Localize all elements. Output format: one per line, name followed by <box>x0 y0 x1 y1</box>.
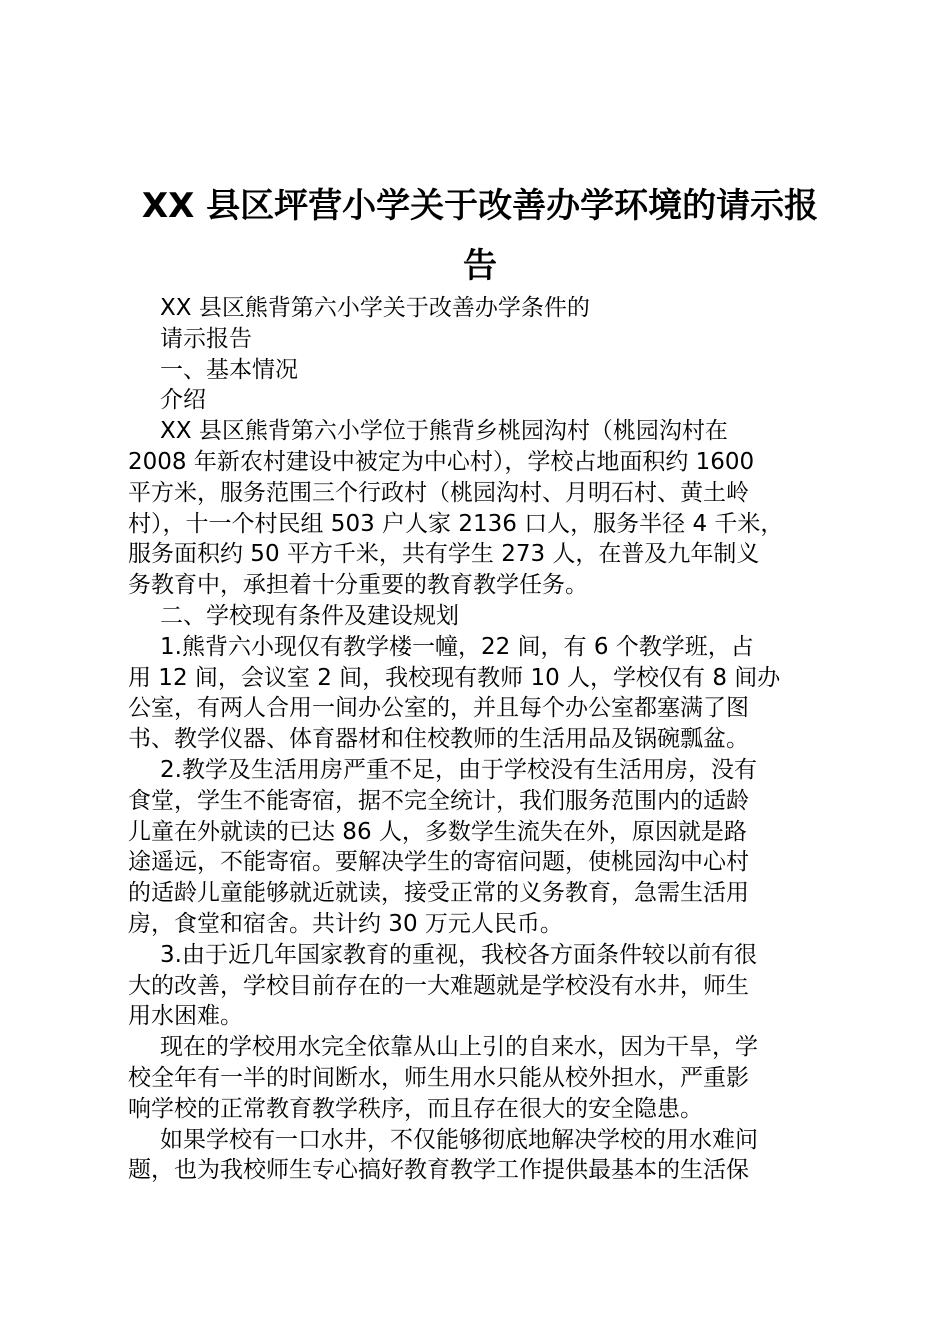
body-line: 1.熊背六小现仅有教学楼一幢，22 间，有 6 个教学班，占 <box>160 633 754 660</box>
body-line: 用 12 间，会议室 2 间，我校现有教师 10 人，学校仅有 8 间办 <box>128 664 781 691</box>
section-heading: 二、学校现有条件及建设规划 <box>160 602 459 629</box>
body-line: 3.由于近几年国家教育的重视，我校各方面条件较以前有很 <box>160 941 757 968</box>
body-line: 食堂，学生不能寄宿，据不完全统计，我们服务范围内的适龄 <box>128 787 749 814</box>
body-line: 校全年有一半的时间断水，师生用水只能从校外担水，严重影 <box>128 1064 749 1091</box>
body-line: 村），十一个村民组 503 户人家 2136 口人，服务半径 4 千米， <box>128 510 784 537</box>
document-title-line-2: 告 <box>463 246 497 286</box>
body-line: 如果学校有一口水井，不仅能够彻底地解决学校的用水难问 <box>160 1126 758 1153</box>
body-line: 平方米，服务范围三个行政村（桃园沟村、月明石村、黄土岭 <box>128 479 749 506</box>
body-line: 途遥远，不能寄宿。要解决学生的寄宿问题，使桃园沟中心村 <box>128 849 749 876</box>
section-heading: 一、基本情况 <box>160 356 298 383</box>
body-line: 用水困难。 <box>128 1003 243 1030</box>
body-line: 务教育中，承担着十分重要的教育教学任务。 <box>128 572 588 599</box>
body-line: 服务面积约 50 平方千米，共有学生 273 人，在普及九年制义 <box>128 541 760 568</box>
body-line: 响学校的正常教育教学秩序，而且存在很大的安全隐患。 <box>128 1095 703 1122</box>
body-line: 请示报告 <box>160 325 252 352</box>
body-line: 书、教学仪器、体育器材和住校教师的生活用品及锅碗瓢盆。 <box>128 726 749 753</box>
body-line: 大的改善，学校目前存在的一大难题就是学校没有水井，师生 <box>128 972 749 999</box>
body-line: 2.教学及生活用房严重不足，由于学校没有生活用房，没有 <box>160 756 757 783</box>
document-title-line-1: XX 县区坪营小学关于改善办学环境的请示报 <box>141 186 819 226</box>
body-line: 现在的学校用水完全依靠从山上引的自来水，因为干旱，学 <box>160 1034 758 1061</box>
body-line: 题，也为我校师生专心搞好教育教学工作提供最基本的生活保 <box>128 1157 749 1184</box>
body-line: 儿童在外就读的已达 86 人，多数学生流失在外，原因就是路 <box>128 818 747 845</box>
body-line: 公室，有两人合用一间办公室的，并且每个办公室都塞满了图 <box>128 695 749 722</box>
body-line: 的适龄儿童能够就近就读，接受正常的义务教育，急需生活用 <box>128 880 749 907</box>
body-line: XX 县区熊背第六小学位于熊背乡桃园沟村（桃园沟村在 <box>160 418 728 445</box>
body-line: 介绍 <box>160 387 206 414</box>
body-line: 2008 年新农村建设中被定为中心村），学校占地面积约 1600 <box>128 448 755 475</box>
document-body <box>128 293 858 1186</box>
body-line: 房，食堂和宿舍。共计约 30 万元人民币。 <box>128 910 563 937</box>
body-line: XX 县区熊背第六小学关于改善办学条件的 <box>160 295 590 321</box>
